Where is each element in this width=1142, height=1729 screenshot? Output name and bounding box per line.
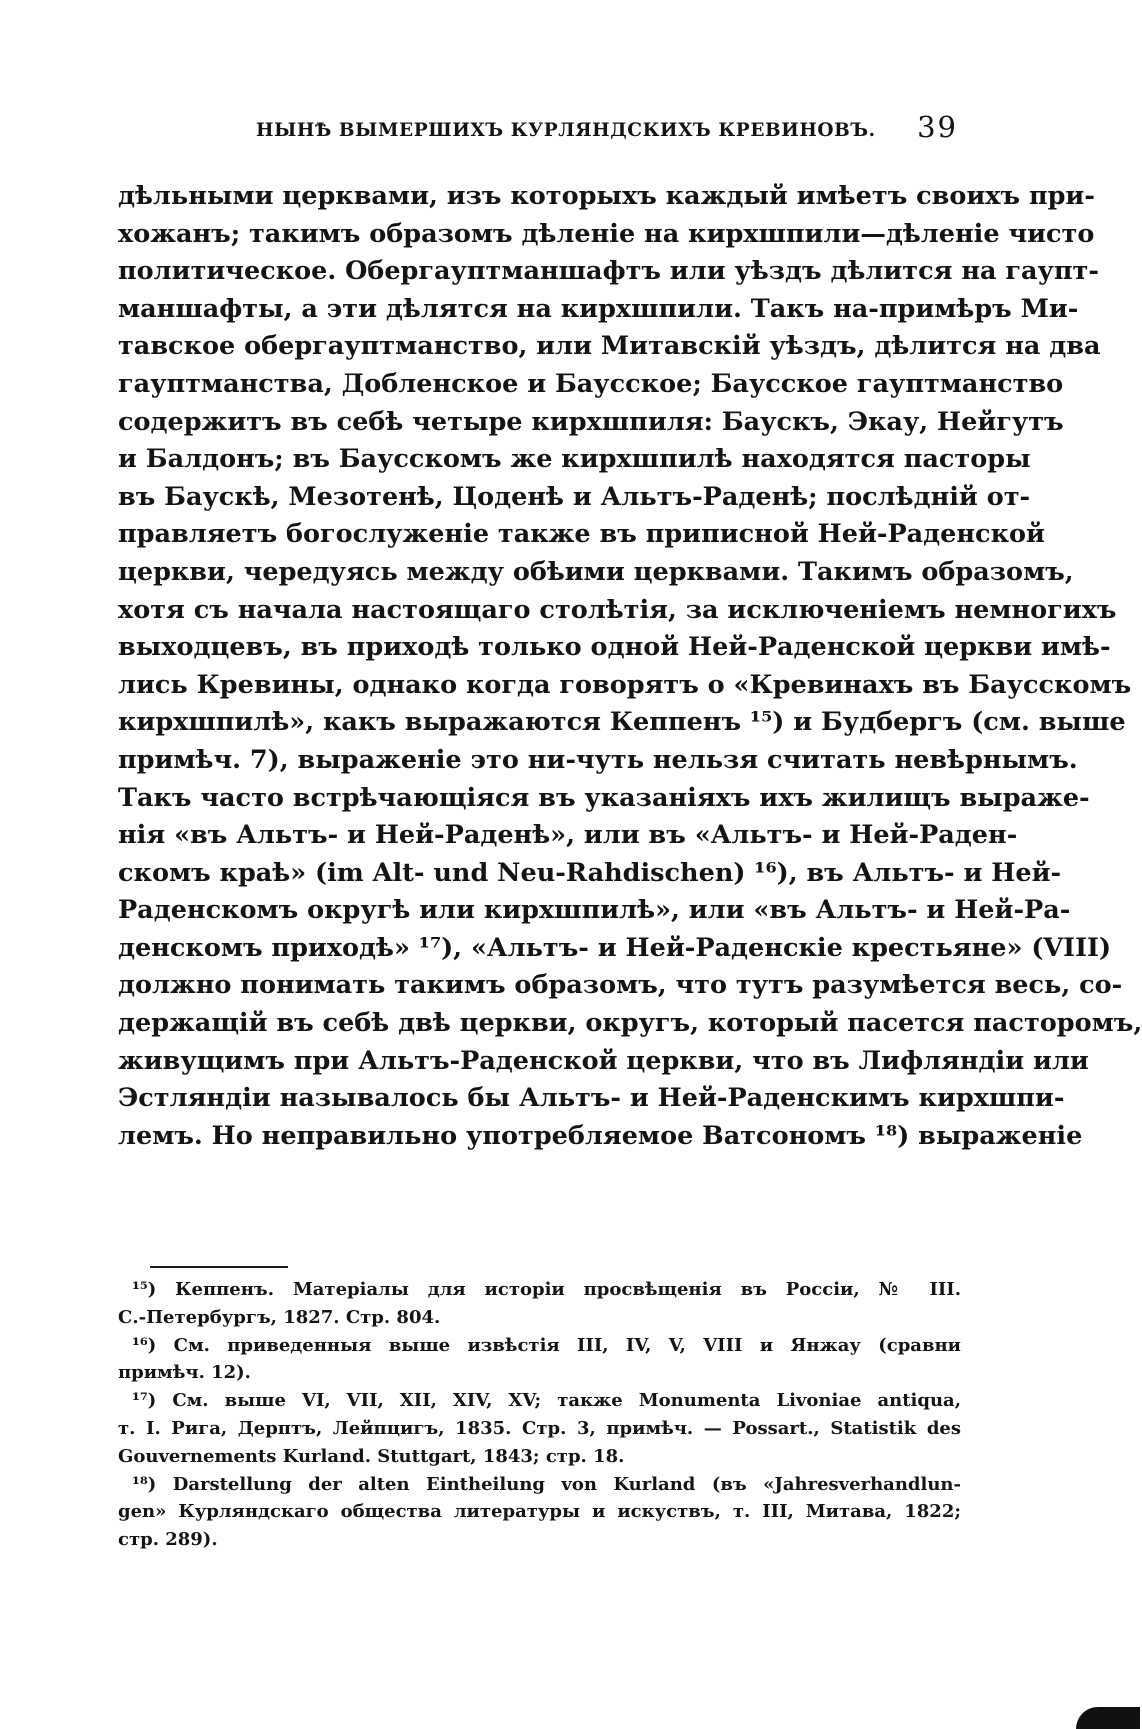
body-line: хожанъ; такимъ образомъ дѣленіе на кирхшпили—дѣленіе чисто <box>118 218 1095 249</box>
footnote-15: ¹⁵) Кеппенъ. Матеріалы для исторіи просвѣщенія въ Россіи, № III. <box>132 1279 961 1300</box>
footnotes <box>118 1276 961 1554</box>
scan-corner-mark <box>1076 1707 1140 1729</box>
body-line: гауптманства, Добленское и Баусское; Баусское гауптманство <box>118 368 1064 399</box>
body-line: кирхшпилѣ», какъ выражаются Кеппенъ ¹⁵) и Будбергъ (см. выше <box>118 707 1126 738</box>
footnote-17-continuation: Gouvernements Kurland. Stuttgart, 1843; стр. 18. <box>118 1445 625 1467</box>
body-line: Такъ часто встрѣчающіяся въ указаніяхъ ихъ жилищъ выраже- <box>118 782 1090 813</box>
body-line: примѣч. 7), выраженіе это ни-чуть нельзя считать невѣрнымъ. <box>118 744 1078 775</box>
footnote-16-continuation: примѣч. 12). <box>118 1362 251 1384</box>
body-line: живущимъ при Альтъ-Раденской церкви, что въ Лифляндіи или <box>118 1045 1089 1076</box>
footnote-17: ¹⁷) См. выше VI, VII, XII, XIV, XV; также Monumenta Livoniae antiqua, <box>132 1390 961 1412</box>
body-line: правляетъ богослуженіе также въ приписной Ней-Раденской <box>118 519 1045 550</box>
body-line: лемъ. Но неправильно употребляемое Ватсономъ ¹⁸) выраженіе <box>118 1120 1083 1151</box>
body-line: держащій въ себѣ двѣ церкви, округъ, который пасется пасторомъ, <box>118 1008 1142 1039</box>
body-line: тавское обергауптманство, или Митавскій уѣздъ, дѣлится на два <box>118 331 1101 362</box>
body-line: выходцевъ, въ приходѣ только одной Ней-Раденской церкви имѣ- <box>118 632 1111 663</box>
footnote-separator <box>150 1266 288 1268</box>
body-line: хотя съ начала настоящаго столѣтія, за исключеніемъ немногихъ <box>118 594 1117 625</box>
body-line: должно понимать такимъ образомъ, что тутъ разумѣется весь, со- <box>118 970 1123 1001</box>
body-line: политическое. Обергауптманшафтъ или уѣздъ дѣлится на гаупт- <box>118 256 1099 287</box>
body-line: денскомъ приходѣ» ¹⁷), «Альтъ- и Ней-Раденскіе крестьяне» (VIII) <box>118 932 1112 963</box>
footnote-18: ¹⁸) Darstellung der alten Eintheilung von Kurland (въ «Jahresverhandlun- <box>132 1473 961 1495</box>
footnote-18-continuation: gen» Курляндскаго общества литературы и искуствъ, т. III, Митава, 1822; <box>118 1501 961 1523</box>
page-number: 39 <box>917 110 958 144</box>
body-paragraph <box>118 178 1142 1155</box>
body-line: въ Баускѣ, Мезотенѣ, Цоденѣ и Альтъ-Раденѣ; послѣдній от- <box>118 481 1031 512</box>
body-line: дѣльными церквами, изъ которыхъ каждый имѣетъ своихъ при- <box>118 181 1095 211</box>
body-line: содержитъ въ себѣ четыре кирхшпиля: Баускъ, Экау, Нейгутъ <box>118 406 1064 437</box>
footnote-16: ¹⁶) См. приведенныя выше извѣстія III, IV, V, VIII и Янжау (сравни <box>132 1334 961 1356</box>
running-header <box>118 106 958 150</box>
body-line: лись Кревины, однако когда говорятъ о «Кревинахъ въ Баусскомъ <box>118 669 1132 700</box>
footnote-18-continuation: стр. 289). <box>118 1529 218 1551</box>
header-title: НЫНѢ ВЫМЕРШИХЪ КУРЛЯНДСКИХЪ КРЕВИНОВЪ. <box>256 120 876 141</box>
footnote-15-continuation: С.-Петербургъ, 1827. Стр. 804. <box>118 1306 441 1328</box>
body-line: церкви, чередуясь между обѣими церквами. Такимъ образомъ, <box>118 556 1074 587</box>
body-line: Раденскомъ округѣ или кирхшпилѣ», или «въ Альтъ- и Ней-Ра- <box>118 895 1071 926</box>
body-line: скомъ краѣ» (im Alt- und Neu-Rahdischen) ¹⁶), въ Альтъ- и Ней- <box>118 857 1062 888</box>
body-line: и Балдонъ; въ Баусскомъ же кирхшпилѣ находятся пасторы <box>118 444 1031 475</box>
body-line: нія «въ Альтъ- и Ней-Раденѣ», или въ «Альтъ- и Ней-Раден- <box>118 820 1018 851</box>
footnote-17-continuation: т. I. Рига, Дерптъ, Лейпцигъ, 1835. Стр. 3, примѣч. — Possart., Statistik des <box>118 1417 961 1439</box>
body-line: Эстляндіи называлось бы Альтъ- и Ней-Раденскимъ кирхшпи- <box>118 1083 1065 1114</box>
body-line: маншафты, а эти дѣлятся на кирхшпили. Такъ на-примѣръ Ми- <box>118 293 1079 324</box>
